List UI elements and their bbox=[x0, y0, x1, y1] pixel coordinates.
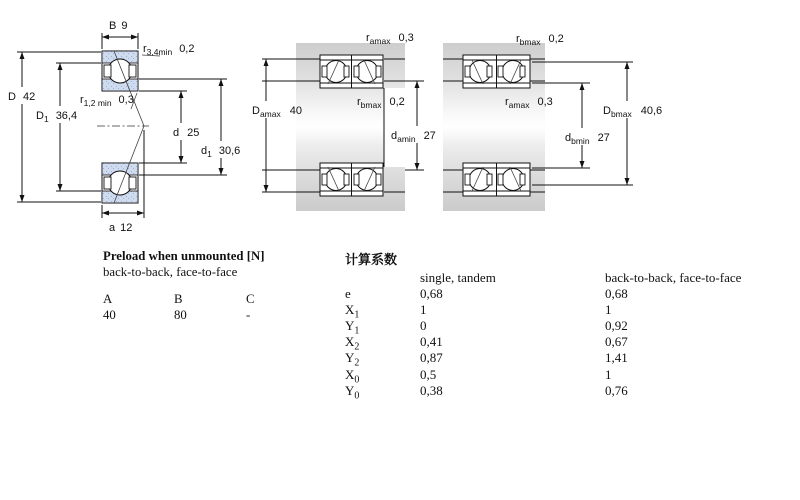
factor-value: 1 bbox=[605, 366, 612, 382]
factors-col2-header: back-to-back, face-to-face bbox=[605, 270, 742, 285]
dim-label-B: B 9 bbox=[109, 20, 128, 32]
back-to-back-arrangement-drawing bbox=[252, 32, 436, 211]
preload-value: - bbox=[246, 307, 251, 322]
technical-drawings bbox=[0, 0, 800, 240]
dim-label-Dbmax: $D_{bmax}$ 40,6 bbox=[603, 105, 663, 119]
dim-label-r34min: $r_{3,4min}$ 0,2 bbox=[143, 43, 195, 57]
ball-section bbox=[108, 59, 132, 83]
dim-label-D1: $D_1$ 36,4 bbox=[36, 110, 78, 124]
dim-label-rbmax: $r_{bmax}$ 0,2 bbox=[516, 33, 564, 47]
preload-table bbox=[103, 292, 306, 323]
factor-value: 0,38 bbox=[420, 382, 443, 398]
ball-section bbox=[108, 171, 132, 195]
preload-value: 40 bbox=[103, 307, 116, 322]
preload-table-subtitle: back-to-back, face-to-face bbox=[103, 265, 238, 279]
preload-value: 80 bbox=[174, 307, 187, 322]
preload-col-header: C bbox=[246, 292, 255, 306]
factor-value: 0,76 bbox=[605, 382, 628, 398]
factor-value: 1 bbox=[605, 302, 612, 318]
bearing-cross-section-drawing bbox=[8, 20, 240, 234]
dim-label-dbmin: $d_{bmin}$ 27 bbox=[565, 132, 610, 146]
face-to-face-arrangement-drawing bbox=[443, 33, 662, 211]
dim-label-Damax: $D_{amax}$ 40 bbox=[252, 105, 302, 119]
dim-label-rbmax: $r_{bmax}$ 0,2 bbox=[357, 96, 405, 110]
factor-value: 0,68 bbox=[605, 286, 628, 302]
factor-value: 0,5 bbox=[420, 366, 437, 382]
factor-symbol: $X_0$ bbox=[345, 366, 360, 386]
dim-label-damin: $d_{amin}$ 27 bbox=[391, 130, 436, 144]
factor-symbol: $Y_1$ bbox=[345, 318, 360, 337]
factor-value: 1,41 bbox=[605, 350, 628, 366]
factor-symbol: $Y_2$ bbox=[345, 350, 360, 370]
factor-value: 0,68 bbox=[420, 286, 443, 302]
dim-label-d1: $d_1$ 30,6 bbox=[201, 145, 241, 159]
factors-col1-header: single, tandem bbox=[420, 270, 496, 285]
preload-col-header: B bbox=[174, 292, 183, 306]
factors-table bbox=[345, 270, 765, 402]
factor-value: 1 bbox=[420, 302, 427, 318]
factor-symbol: e bbox=[345, 286, 351, 302]
factor-symbol: $X_1$ bbox=[345, 302, 360, 321]
dim-label-D: D 42 bbox=[8, 91, 36, 103]
factor-value: 0,92 bbox=[605, 318, 628, 334]
factor-value: 0,67 bbox=[605, 334, 628, 350]
factor-symbol: $X_2$ bbox=[345, 334, 360, 353]
factors-table-title: 计算系数 bbox=[345, 252, 398, 267]
dim-label-d: d 25 bbox=[173, 127, 200, 139]
preload-table-title: Preload when unmounted [N] bbox=[103, 249, 265, 263]
factor-value: 0 bbox=[420, 318, 427, 334]
dim-label-ramax: $r_{amax}$ 0,3 bbox=[505, 96, 553, 110]
factor-value: 0,87 bbox=[420, 350, 443, 366]
factor-symbol: $Y_0$ bbox=[345, 382, 360, 402]
preload-col-header: A bbox=[103, 292, 113, 306]
factor-value: 0,41 bbox=[420, 334, 443, 350]
dim-label-ramax: $r_{amax}$ 0,3 bbox=[366, 32, 414, 46]
dim-label-a: a 12 bbox=[109, 222, 133, 234]
dim-label-r12min: $r_{1,2 min}$ 0,3 bbox=[80, 94, 134, 108]
